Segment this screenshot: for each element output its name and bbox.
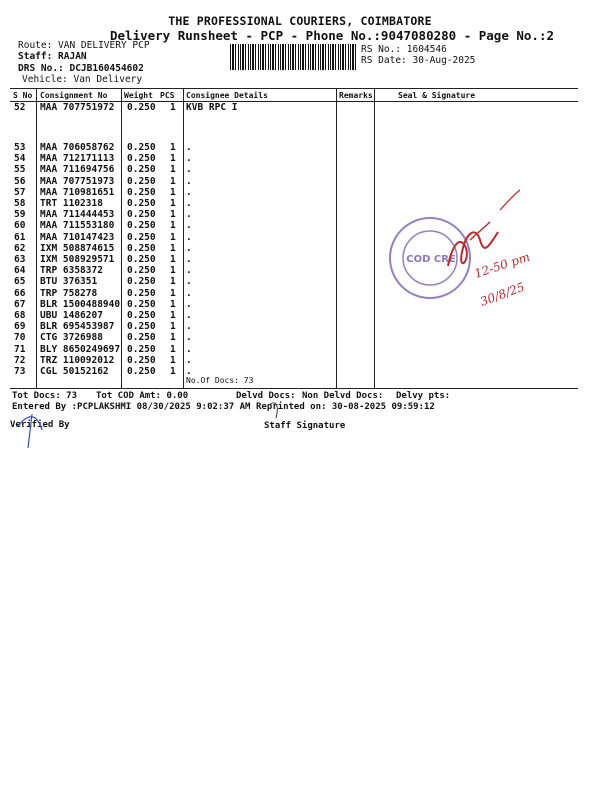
handwritten-time: 12-50 pm — [472, 249, 532, 281]
delivered-docs: Delvd Docs: — [236, 391, 296, 401]
total-docs: Tot Docs: 73 — [12, 391, 78, 401]
row-pcs: 1 — [170, 354, 176, 366]
row-consignment-no: BTU 376351 — [40, 276, 98, 288]
row-consignment-no: MAA 711444453 — [40, 209, 115, 221]
row-consignment-no: MAA 706058762 — [40, 142, 115, 153]
route-label: Route: VAN DELIVERY PCP — [18, 40, 150, 51]
row-sno: 55 — [14, 164, 26, 176]
row-consignment-no: IXM 508929571 — [40, 254, 115, 265]
row-weight: 0.250 — [127, 231, 156, 243]
row-weight: 0.250 — [127, 298, 156, 310]
row-consignee: . — [186, 298, 192, 310]
row-pcs: 1 — [170, 265, 176, 277]
row-consignment-no: MAA 710981651 — [40, 186, 115, 198]
row-weight: 0.250 — [127, 265, 156, 277]
row-sno: 64 — [14, 265, 26, 277]
row-weight: 0.250 — [127, 276, 156, 288]
row-consignment-no: MAA 707751973 — [40, 175, 115, 187]
row-sno: 65 — [14, 276, 26, 288]
row-sno: 58 — [14, 198, 26, 209]
col-header-sno: S No — [13, 91, 33, 100]
row-consignee: . — [186, 254, 192, 265]
row-pcs: 1 — [170, 220, 176, 232]
row-sno: 66 — [14, 287, 26, 299]
row-consignee: . — [186, 343, 192, 355]
row-consignee: . — [186, 209, 192, 221]
delivery-points: Delvy pts: — [396, 391, 451, 401]
row-sno: 62 — [14, 242, 26, 254]
row-consignee: . — [186, 321, 192, 333]
row-weight: 0.250 — [127, 153, 156, 165]
row-pcs: 1 — [170, 153, 176, 165]
row-consignment-no: TRP 6358372 — [40, 265, 103, 277]
row-consignee: . — [186, 186, 192, 198]
rs-date: RS Date: 30-Aug-2025 — [361, 55, 476, 66]
col-header-consignee: Consignee Details — [186, 91, 268, 100]
row-consignment-no: CTG 3726988 — [40, 332, 103, 344]
col-header-remarks: Remarks — [339, 91, 373, 100]
row-pcs: 1 — [170, 310, 176, 321]
stamp-text: COD CRE — [406, 254, 456, 265]
row-sno: 71 — [14, 343, 26, 355]
row-consignee: . — [186, 175, 192, 187]
rs-number: RS No.: 1604546 — [361, 44, 447, 55]
row-weight: 0.250 — [127, 242, 156, 254]
row-consignment-no: IXM 508874615 — [40, 242, 115, 254]
row-consignee: . — [186, 153, 192, 165]
row-consignee: . — [186, 310, 192, 321]
row-pcs: 1 — [170, 366, 176, 377]
row-sno: 73 — [14, 366, 26, 377]
col-header-pcs: PCS — [160, 91, 175, 100]
row-sno: 69 — [14, 321, 26, 333]
row-consignee: . — [186, 220, 192, 232]
row-consignee: . — [186, 265, 192, 277]
row-pcs: 1 — [170, 298, 176, 310]
drs-number: DRS No.: DCJB160454602 — [18, 63, 144, 74]
vehicle-label: Vehicle: Van Delivery — [22, 74, 143, 85]
row-weight: 0.250 — [127, 142, 156, 153]
row-sno: 57 — [14, 186, 26, 198]
row-sno: 56 — [14, 175, 26, 187]
row-weight: 0.250 — [127, 220, 156, 232]
row-consignee: . — [186, 242, 192, 254]
row-consignee: . — [186, 354, 192, 366]
row-weight: 0.250 — [127, 186, 156, 198]
row-weight: 0.250 — [127, 310, 156, 321]
row-weight: 0.250 — [127, 287, 156, 299]
staff-signature-label: Staff Signature — [264, 421, 346, 431]
verifier-signature — [18, 414, 42, 448]
row-pcs: 1 — [170, 231, 176, 243]
row-consignment-no: MAA 711694756 — [40, 164, 115, 176]
row-weight: 0.250 — [127, 354, 156, 366]
row-sno: 68 — [14, 310, 26, 321]
row-sno: 52 — [14, 102, 26, 113]
row-sno: 59 — [14, 209, 26, 221]
col-header-weight: Weight — [124, 91, 153, 100]
row-consignee: . — [186, 287, 192, 299]
row-pcs: 1 — [170, 254, 176, 265]
row-weight: 0.250 — [127, 332, 156, 344]
row-weight: 0.250 — [127, 343, 156, 355]
row-consignee: . — [186, 366, 192, 377]
row-weight: 0.250 — [127, 175, 156, 187]
staff-signature-mark — [268, 403, 277, 418]
row-pcs: 1 — [170, 186, 176, 198]
row-pcs: 1 — [170, 209, 176, 221]
row-pcs: 1 — [170, 164, 176, 176]
row-pcs: 1 — [170, 198, 176, 209]
staff-label: Staff: RAJAN — [18, 51, 87, 62]
row-weight: 0.250 — [127, 209, 156, 221]
row-consignment-no: TRZ 110092012 — [40, 354, 115, 366]
row-weight: 0.250 — [127, 366, 156, 377]
row-consignment-no: UBU 1486207 — [40, 310, 103, 321]
row-sno: 70 — [14, 332, 26, 344]
entered-by: Entered By :PCPLAKSHMI 08/30/2025 9:02:37 AM — [12, 402, 251, 412]
row-consignment-no: MAA 710147423 — [40, 231, 115, 243]
row-consignment-no: MAA 707751972 — [40, 102, 115, 113]
row-consignee: . — [186, 231, 192, 243]
row-sno: 54 — [14, 153, 26, 165]
row-consignment-no: TRT 1102318 — [40, 198, 103, 209]
row-consignment-no: BLY 8650249697 — [40, 343, 121, 355]
row-pcs: 1 — [170, 287, 176, 299]
row-pcs: 1 — [170, 332, 176, 344]
row-consignment-no: MAA 712171113 — [40, 153, 115, 165]
row-consignee: . — [186, 276, 192, 288]
row-weight: 0.250 — [127, 198, 156, 209]
non-delivered-docs: Non Delvd Docs: — [302, 391, 384, 401]
row-sno: 67 — [14, 298, 26, 310]
row-consignee: . — [186, 164, 192, 176]
row-pcs: 1 — [170, 343, 176, 355]
col-header-consignment: Consignment No — [40, 91, 108, 100]
row-pcs: 1 — [170, 242, 176, 254]
row-sno: 53 — [14, 142, 26, 153]
row-consignment-no: MAA 711553180 — [40, 220, 115, 232]
row-sno: 60 — [14, 220, 26, 232]
row-pcs: 1 — [170, 142, 176, 153]
row-weight: 0.250 — [127, 254, 156, 265]
row-consignee: KVB RPC I — [186, 102, 238, 113]
row-sno: 63 — [14, 254, 26, 265]
no-of-docs: No.Of Docs: 73 — [186, 376, 254, 385]
row-weight: 0.250 — [127, 164, 156, 176]
row-consignment-no: BLR 1500488940 — [40, 298, 121, 310]
row-pcs: 1 — [170, 102, 176, 113]
runsheet-subtitle: Delivery Runsheet - PCP - Phone No.:9047080280 - Page No.:2 — [110, 28, 555, 43]
row-pcs: 1 — [170, 175, 176, 187]
company-title: THE PROFESSIONAL COURIERS, COIMBATORE — [168, 14, 432, 28]
verified-by-label: Verified By — [10, 420, 70, 430]
row-weight: 0.250 — [127, 321, 156, 333]
row-consignment-no: BLR 695453987 — [40, 321, 115, 333]
row-consignment-no: CGL 50152162 — [40, 366, 109, 377]
row-consignee: . — [186, 198, 192, 209]
row-pcs: 1 — [170, 321, 176, 333]
handwritten-date: 30/8/25 — [478, 279, 527, 309]
total-cod-amount: Tot COD Amt: 0.00 — [96, 391, 189, 401]
row-sno: 72 — [14, 354, 26, 366]
row-sno: 61 — [14, 231, 26, 243]
row-consignee: . — [186, 332, 192, 344]
row-consignee: . — [186, 142, 192, 153]
reprinted-on: Reprinted on: 30-08-2025 09:59:12 — [256, 402, 435, 412]
row-weight: 0.250 — [127, 102, 156, 113]
col-header-seal-signature: Seal & Signature — [398, 91, 476, 100]
row-pcs: 1 — [170, 276, 176, 288]
row-consignment-no: TRP 758278 — [40, 287, 98, 299]
